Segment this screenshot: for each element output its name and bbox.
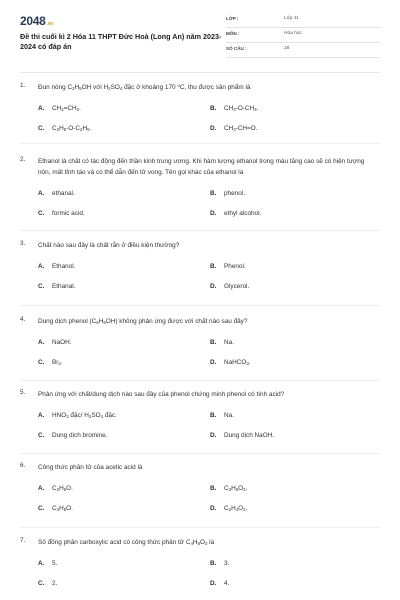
option-letter: D. [210,210,217,217]
answer-option-a[interactable] [38,412,117,419]
option-letter: D. [210,283,217,290]
question-text: Công thức phân tử của acetic acid là [38,464,143,471]
option-text: $C_2H_5-O-C_2H_5$. [52,125,92,132]
option-letter: A. [38,560,45,567]
option-text: NaOH. [52,339,72,346]
info-row-subject [226,28,380,43]
option-text: $HNO_3$ đặc/ $H_2SO_4$ đặc. [52,412,117,419]
question-divider [20,143,380,144]
option-text: phenol. [224,190,245,197]
option-letter: A. [38,190,45,197]
option-text: 4. [224,580,230,587]
answer-option-d[interactable] [210,125,258,132]
option-text: 2. [52,580,58,587]
option-letter: D. [210,125,217,132]
option-letter: C. [38,359,45,366]
option-text: Na. [224,339,234,346]
option-text: Na. [224,412,234,419]
logo-text: 2048 [20,14,46,28]
answer-option-a[interactable] [38,339,72,346]
option-letter: C. [38,580,45,587]
option-text: $C_3H_6O_2$. [224,485,248,492]
option-letter: B. [210,105,217,112]
option-text: Phenol. [224,263,246,270]
option-letter: A. [38,339,45,346]
question-text: Số đồng phân carboxylic acid có công thức phân tử $C_4H_8O_2$ là [38,539,215,546]
option-text: 3. [224,560,230,567]
option-letter: C. [38,125,45,132]
option-text: Ethanal. [52,283,76,290]
answer-option-b[interactable] [210,105,258,112]
question-text: Ethanol là chất có tác động đến thần kinh trung ương. Khi hàm lượng ethanol trong máu tăng cao sẽ có hiện tượng nôn, mất tỉnh táo và có thể dẫn đến tử vong. Tên gọi khác của ethanol là [38,158,365,176]
option-letter: D. [210,580,217,587]
answer-option-d[interactable] [210,432,274,439]
option-text: NaHCO$_3$. [224,359,251,366]
option-text: formic acid. [52,210,85,217]
answer-option-c[interactable] [38,210,85,217]
option-letter: C. [38,210,45,217]
option-letter: B. [210,485,217,492]
answer-option-c[interactable] [38,432,107,439]
answer-option-c[interactable] [38,505,73,512]
question-number: 2. [20,156,26,163]
option-letter: A. [38,485,45,492]
answer-option-d[interactable] [210,283,249,290]
question-number: 7. [20,537,26,544]
question-number: 3. [20,240,26,247]
option-text: Dung dịch NaOH. [224,432,275,439]
answer-option-b[interactable] [210,560,229,567]
answer-option-a[interactable] [38,105,81,112]
option-letter: B. [210,190,217,197]
option-letter: A. [38,263,45,270]
option-text: ethyl alcohol. [224,210,262,217]
question-divider [20,453,380,454]
option-letter: B. [210,412,217,419]
answer-option-a[interactable] [38,263,75,270]
header-divider [20,72,380,73]
info-row-class [226,13,380,28]
option-text: $CH_3-O-CH_3$. [224,105,259,112]
document-title: Đề thi cuối kì 2 Hóa 11 THPT Đức Hoà (Long An) năm 2023-2024 có đáp án [20,32,222,51]
answer-option-a[interactable] [38,190,75,197]
option-letter: A. [38,105,45,112]
answer-option-c[interactable] [38,283,75,290]
answer-option-d[interactable] [210,210,261,217]
answer-option-b[interactable] [210,485,247,492]
answer-option-a[interactable] [38,485,73,492]
question-text: Phản ứng với chất/dung dịch nào sau đây của phenol chứng minh phenol có tính acid? [38,391,285,398]
option-letter: C. [38,505,45,512]
option-letter: A. [38,412,45,419]
option-letter: D. [210,359,217,366]
answer-option-b[interactable] [210,190,245,197]
option-letter: B. [210,263,217,270]
option-text: Ethanol. [52,263,76,270]
option-letter: C. [38,432,45,439]
info-label: LỚP : [226,16,239,21]
answer-option-d[interactable] [210,505,247,512]
info-label: SỐ CÂU : [226,46,247,51]
answer-option-b[interactable] [210,412,234,419]
question-divider [20,230,380,231]
question-divider [20,380,380,381]
question-divider [20,305,380,306]
answer-option-c[interactable] [38,580,57,587]
info-value: Lớp 11 [284,16,299,21]
option-text: $C_2H_4O_2$. [224,505,248,512]
option-text: Glycerol. [224,283,250,290]
info-value: 28 [284,46,290,51]
info-row-count [226,43,380,58]
question-text: Đun nóng $C_2H_5OH$ với $H_2SO_4$ đặc ở khoảng 170 $^o$C, thu được sản phẩm là [38,83,251,91]
question-number: 6. [20,462,26,469]
question-number: 5. [20,389,26,396]
option-text: $CH_2=CH_2$. [52,105,81,112]
answer-option-a[interactable] [38,560,57,567]
site-logo[interactable] [20,14,53,28]
info-value: Hóa học [284,31,302,36]
option-text: Dung dịch bromine. [52,432,108,439]
question-number: 4. [20,316,26,323]
page-header [0,0,400,70]
answer-option-c[interactable] [38,125,91,132]
question-divider [20,527,380,528]
option-text: $C_3H_8O$. [52,505,73,512]
answer-option-d[interactable] [210,580,229,587]
answer-option-d[interactable] [210,359,251,366]
info-label: MÔN : [226,31,240,36]
option-text: 5. [52,560,58,567]
question-text: Chất nào sau đây là chất rắn ở điều kiện thường? [38,242,180,249]
logo-suffix: .vn [46,21,53,27]
answer-option-b[interactable] [210,263,246,270]
option-text: $Br_2$. [52,359,63,366]
option-letter: B. [210,560,217,567]
option-letter: B. [210,339,217,346]
option-text: $C_2H_6O$. [52,485,73,492]
exam-info-table [226,13,380,58]
option-letter: D. [210,505,217,512]
option-text: $CH_3-CH=O$. [224,125,258,132]
answer-option-b[interactable] [210,339,234,346]
option-text: ethanal. [52,190,75,197]
question-text: Dung dịch phenol $(C_6H_5OH)$ không phản ứng được với chất nào sau đây? [38,318,248,325]
question-number: 1. [20,82,26,89]
option-letter: D. [210,432,217,439]
option-letter: C. [38,283,45,290]
answer-option-c[interactable] [38,359,63,366]
